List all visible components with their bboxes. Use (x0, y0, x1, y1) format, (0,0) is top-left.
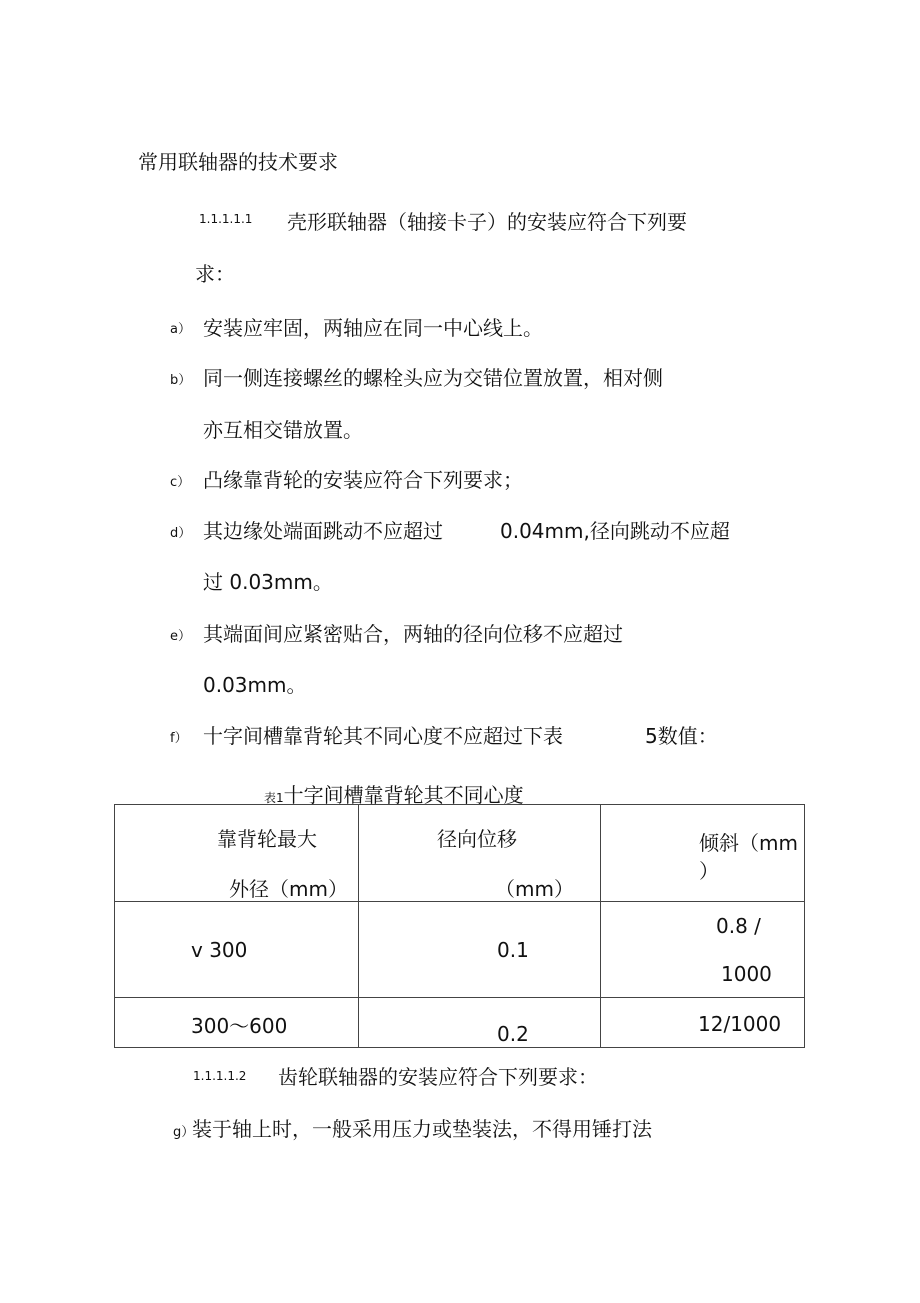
header-1-line1: 靠背轮最大 (217, 827, 317, 851)
row1-col2: 0.1 (497, 938, 529, 962)
row2-col2: 0.2 (497, 1022, 529, 1046)
table-cell (601, 902, 805, 998)
row1-col1: v 300 (191, 938, 248, 962)
header-3-line1: 倾斜（mm (699, 831, 798, 855)
table-cell (601, 998, 805, 1048)
item-label-g: g） (173, 1125, 195, 1140)
item-d-line1b: 0.04mm,径向跳动不应超 (500, 519, 730, 543)
table-cell (359, 998, 601, 1048)
offset-table (114, 804, 805, 1048)
item-label-e: e） (170, 629, 191, 644)
header-1-line2: 外径（mm） (229, 877, 348, 901)
table-cell (115, 902, 359, 998)
section-text-1a: 壳形联轴器（轴接卡子）的安装应符合下列要 (287, 210, 687, 234)
section-text-2: 齿轮联轴器的安装应符合下列要求： (278, 1065, 598, 1089)
table-cell (359, 902, 601, 998)
item-g-text: 装于轴上时，一般采用压力或垫装法，不得用锤打法 (192, 1117, 652, 1141)
item-label-b: b） (170, 373, 192, 388)
item-label-c: c） (170, 475, 191, 490)
item-a-line1: 安装应牢固，两轴应在同一中心线上。 (203, 316, 543, 340)
item-b-line1: 同一侧连接螺丝的螺栓头应为交错位置放置，相对侧 (203, 366, 663, 390)
header-2-line1: 径向位移 (437, 827, 517, 851)
table-header-cell (601, 805, 805, 902)
table-caption-prefix: 表1 (264, 791, 284, 805)
section-number-1: 1.1.1.1.1 (199, 212, 253, 226)
item-f-line1b: 5数值： (645, 724, 718, 748)
table-header-cell (115, 805, 359, 902)
header-2-line2: （mm） (495, 877, 574, 901)
item-b-line2: 亦互相交错放置。 (203, 418, 363, 442)
row2-col1: 300～600 (191, 1014, 288, 1038)
item-label-a: a） (170, 322, 191, 337)
item-label-d: d） (170, 526, 192, 541)
item-e-line1: 其端面间应紧密贴合，两轴的径向位移不应超过 (203, 622, 623, 646)
table-row (115, 902, 805, 998)
item-e-line2: 0.03mm。 (203, 673, 307, 697)
header-3-line2: ） (699, 859, 719, 883)
table-header-cell (359, 805, 601, 902)
table-header-row (115, 805, 805, 902)
table-cell (115, 998, 359, 1048)
row2-col3: 12/1000 (698, 1012, 782, 1036)
item-d-line1a: 其边缘处端面跳动不应超过 (203, 519, 443, 543)
doc-title: 常用联轴器的技术要求 (138, 150, 338, 174)
table-row (115, 998, 805, 1048)
section-number-2: 1.1.1.1.2 (193, 1069, 247, 1083)
row1-col3-line1: 0.8 / (716, 914, 761, 938)
item-c-line1: 凸缘靠背轮的安装应符合下列要求； (203, 468, 523, 492)
item-f-line1a: 十字间槽靠背轮其不同心度不应超过下表 (203, 724, 563, 748)
item-label-f: f） (170, 731, 188, 746)
table-caption-text: 十字间槽靠背轮其不同心度 (283, 783, 524, 807)
item-d-line2: 过 0.03mm。 (203, 570, 333, 594)
section-text-1b: 求： (195, 262, 235, 286)
row1-col3-line2: 1000 (721, 962, 772, 986)
